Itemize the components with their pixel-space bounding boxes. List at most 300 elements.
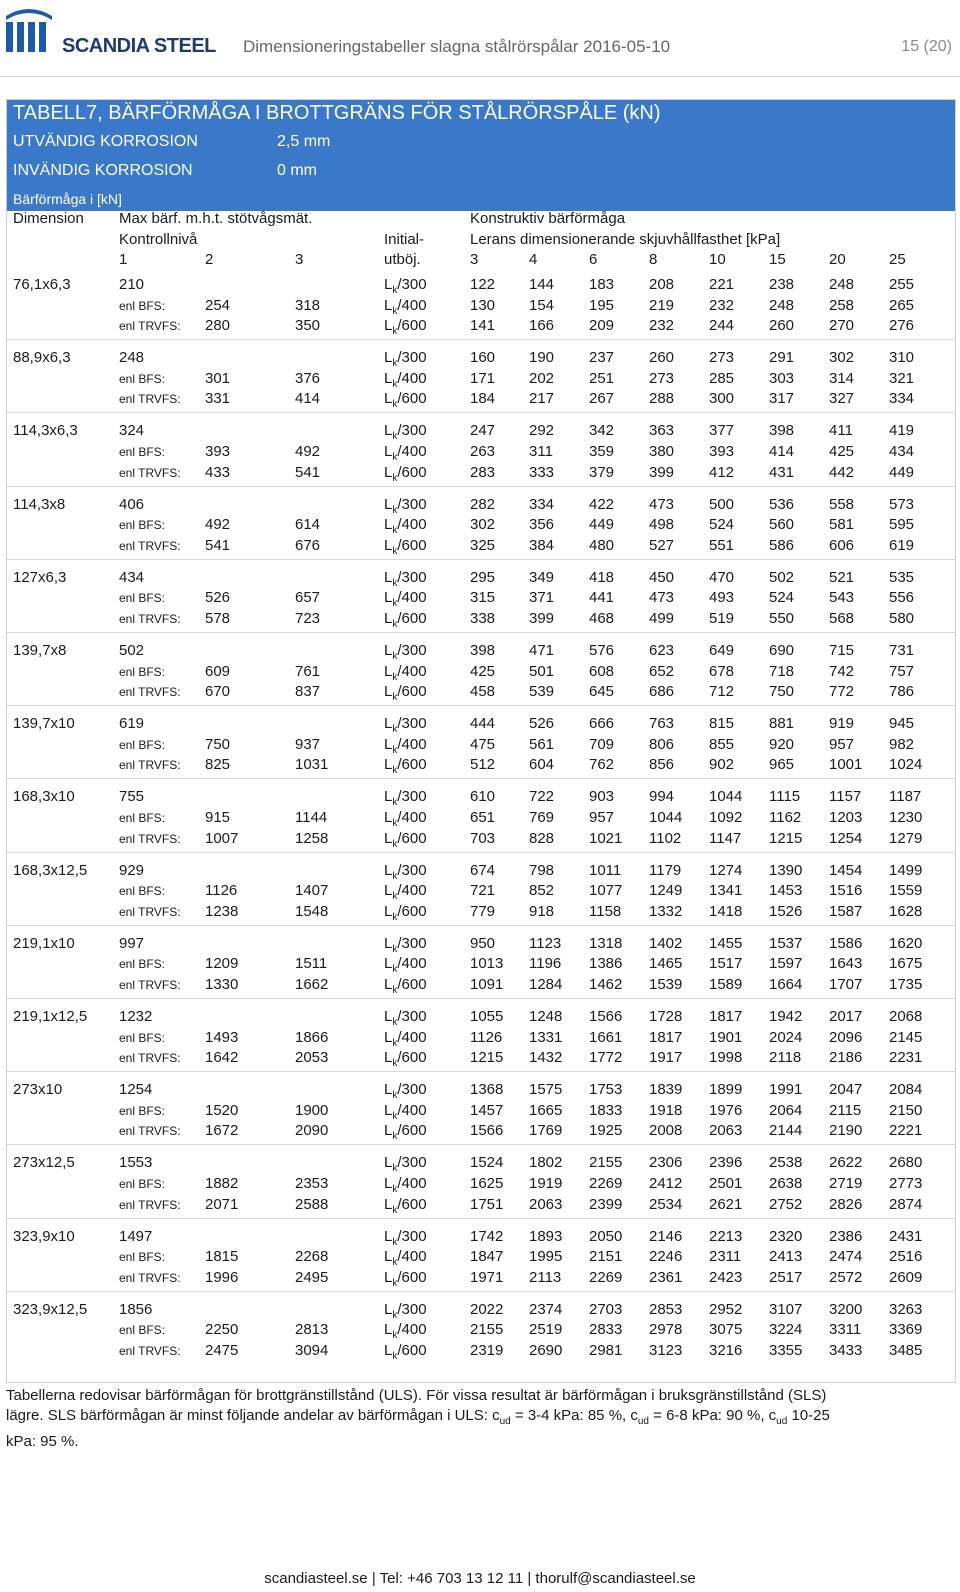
capacity-value-cell: 1115 [769, 788, 801, 805]
row-separator [7, 925, 955, 926]
capacity-value-cell: 377 [709, 422, 735, 439]
capacity-value-cell: 2413 [769, 1248, 803, 1265]
capacity-value-cell: 1643 [829, 955, 863, 972]
capacity-value-cell: 2703 [589, 1301, 623, 1318]
initial-deflection-cell: $L_k/600$ [384, 1196, 427, 1216]
capacity-value-cell: 652 [649, 663, 675, 680]
level2-cell: 254 [205, 297, 231, 314]
initial-deflection-cell: $L_k/300$ [384, 1301, 427, 1321]
capacity-value-cell: 568 [829, 610, 855, 627]
capacity-value-cell: 1179 [649, 862, 682, 879]
capacity-value-cell: 604 [529, 756, 555, 773]
row-separator [7, 778, 955, 779]
level3-cell: 492 [295, 443, 321, 460]
capacity-value-cell: 1001 [829, 756, 863, 773]
capacity-value-cell: 519 [709, 610, 735, 627]
capacity-value-cell: 154 [529, 297, 555, 314]
row-separator [7, 1291, 955, 1292]
level1-cell: 1553 [119, 1154, 153, 1171]
capacity-value-cell: 651 [470, 809, 496, 826]
capacity-value-cell: 1728 [649, 1008, 683, 1025]
document-title: Dimensioneringstabeller slagna stålrörspålar 2016-05-10 [243, 37, 671, 56]
dimension-cell: 323,9x10 [13, 1228, 75, 1245]
dimension-cell: 139,7x10 [13, 715, 75, 732]
level1-cell: 434 [119, 569, 145, 586]
capacity-value-cell: 1517 [709, 955, 743, 972]
page-number: 15 (20) [901, 38, 952, 55]
capacity-value-cell: 945 [889, 715, 915, 732]
capacity-value-cell: 742 [829, 663, 855, 680]
capacity-value-cell: 786 [889, 683, 915, 700]
level3-cell: 2268 [295, 1248, 329, 1265]
capacity-value-cell: 558 [829, 496, 855, 513]
initial-deflection-cell: $L_k/600$ [384, 1122, 427, 1142]
capacity-value-cell: 2311 [709, 1248, 742, 1265]
capacity-value-cell: 311 [529, 443, 553, 460]
row-separator [7, 339, 955, 340]
capacity-value-cell: 1044 [709, 788, 743, 805]
capacity-value-cell: 1772 [589, 1049, 623, 1066]
capacity-value-cell: 1126 [470, 1029, 503, 1046]
capacity-value-cell: 1566 [589, 1008, 623, 1025]
dimension-cell: 273x10 [13, 1081, 63, 1098]
level2-cell: 915 [205, 809, 231, 826]
level2-cell: 609 [205, 663, 231, 680]
bfs-label: enl BFS: [119, 738, 166, 752]
capacity-value-cell: 772 [829, 683, 855, 700]
capacity-value-cell: 2306 [649, 1154, 683, 1171]
trvfs-label: enl TRVFS: [119, 832, 181, 846]
capacity-value-cell: 595 [889, 516, 915, 533]
capacity-value-cell: 703 [470, 830, 496, 847]
capacity-value-cell: 1203 [829, 809, 863, 826]
capacity-value-cell: 2063 [529, 1196, 563, 1213]
capacity-value-cell: 1817 [709, 1008, 743, 1025]
capacity-value-cell: 950 [470, 935, 496, 952]
capacity-value-cell: 190 [529, 349, 555, 366]
capacity-value-cell: 342 [589, 422, 615, 439]
capacity-value-cell: 852 [529, 882, 555, 899]
capacity-value-cell: 183 [589, 276, 615, 293]
capacity-value-cell: 1664 [769, 976, 803, 993]
bfs-label: enl BFS: [119, 1323, 166, 1337]
capacity-value-cell: 202 [529, 370, 555, 387]
initial-deflection-cell: $L_k/300$ [384, 569, 427, 589]
capacity-value-cell: 1559 [889, 882, 923, 899]
capacity-value-cell: 2412 [649, 1175, 683, 1192]
level3-cell: 614 [295, 516, 321, 533]
capacity-value-cell: 623 [649, 642, 675, 659]
capacity-value-cell: 524 [769, 589, 795, 606]
capacity-value-cell: 1390 [769, 862, 803, 879]
capacity-value-cell: 2155 [470, 1321, 504, 1338]
notes-sub: ud [776, 1416, 788, 1427]
initial-deflection-cell: $L_k/400$ [384, 882, 427, 902]
row-separator [7, 412, 955, 413]
capacity-value-cell: 411 [829, 422, 853, 439]
level3-cell: 541 [295, 464, 321, 481]
level3-cell: 2588 [295, 1196, 329, 1213]
capacity-value-cell: 1102 [649, 830, 682, 847]
capacity-value-cell: 2609 [889, 1269, 923, 1286]
bfs-label: enl BFS: [119, 445, 166, 459]
capacity-value-cell: 471 [529, 642, 555, 659]
capacity-value-cell: 1575 [529, 1081, 563, 1098]
capacity-value-cell: 499 [649, 610, 675, 627]
col-header-shear-10: 10 [709, 251, 726, 268]
level3-cell: 1511 [295, 955, 328, 972]
capacity-value-cell: 1248 [529, 1008, 563, 1025]
capacity-value-cell: 2017 [829, 1008, 863, 1025]
capacity-value-cell: 265 [889, 297, 915, 314]
capacity-value-cell: 2246 [649, 1248, 683, 1265]
col-header-shear-15: 15 [769, 251, 786, 268]
capacity-value-cell: 1341 [709, 882, 743, 899]
col-header-shear-6: 6 [589, 251, 598, 268]
capacity-value-cell: 303 [769, 370, 795, 387]
capacity-value-cell: 561 [529, 736, 555, 753]
capacity-value-cell: 1817 [649, 1029, 683, 1046]
capacity-value-cell: 551 [709, 537, 735, 554]
capacity-value-cell: 3433 [829, 1342, 863, 1359]
capacity-value-cell: 3075 [709, 1321, 743, 1338]
capacity-value-cell: 288 [649, 390, 675, 407]
initial-deflection-cell: $L_k/300$ [384, 349, 427, 369]
capacity-value-cell: 1628 [889, 903, 923, 920]
col-header-initial-2: utböj. [384, 251, 421, 268]
capacity-value-cell: 1665 [529, 1102, 563, 1119]
level2-cell: 825 [205, 756, 231, 773]
capacity-value-cell: 258 [829, 297, 855, 314]
capacity-value-cell: 1971 [470, 1269, 504, 1286]
trvfs-label: enl TRVFS: [119, 1271, 181, 1285]
trvfs-label: enl TRVFS: [119, 466, 181, 480]
notes-line-2c: = 6-8 kPa: 90 %, c [649, 1407, 777, 1424]
capacity-value-cell: 260 [649, 349, 675, 366]
level3-cell: 2090 [295, 1122, 329, 1139]
row-separator [7, 1071, 955, 1072]
initial-deflection-cell: $L_k/600$ [384, 1342, 427, 1362]
capacity-value-cell: 359 [589, 443, 615, 460]
capacity-value-cell: 393 [709, 443, 735, 460]
initial-deflection-cell: $L_k/300$ [384, 642, 427, 662]
initial-deflection-cell: $L_k/400$ [384, 809, 427, 829]
capacity-value-cell: 731 [889, 642, 915, 659]
level3-cell: 2053 [295, 1049, 329, 1066]
col-header-level-3: 3 [295, 251, 304, 268]
capacity-value-cell: 418 [589, 569, 615, 586]
capacity-value-cell: 1917 [649, 1049, 683, 1066]
capacity-value-cell: 217 [529, 390, 555, 407]
bfs-label: enl BFS: [119, 518, 166, 532]
row-separator [7, 705, 955, 706]
capacity-value-cell: 1386 [589, 955, 623, 972]
capacity-value-cell: 512 [470, 756, 496, 773]
dimension-cell: 168,3x10 [13, 788, 75, 805]
capacity-value-cell: 2146 [649, 1228, 683, 1245]
level1-cell: 210 [119, 276, 145, 293]
col-header-level-2: 2 [205, 251, 214, 268]
capacity-value-cell: 1465 [649, 955, 683, 972]
initial-deflection-cell: $L_k/300$ [384, 935, 427, 955]
capacity-value-cell: 1332 [649, 903, 683, 920]
level1-cell: 1856 [119, 1301, 153, 1318]
table-notes [6, 1386, 946, 1452]
capacity-value-cell: 2396 [709, 1154, 743, 1171]
capacity-value-cell: 2978 [649, 1321, 683, 1338]
level1-cell: 248 [119, 349, 145, 366]
level3-cell: 1662 [295, 976, 329, 993]
header-divider [0, 76, 960, 77]
level3-cell: 350 [295, 317, 321, 334]
trvfs-label: enl TRVFS: [119, 1344, 181, 1358]
capacity-value-cell: 881 [769, 715, 795, 732]
table-banner [7, 100, 955, 211]
capacity-value-cell: 2269 [589, 1269, 623, 1286]
capacity-value-cell: 1457 [470, 1102, 504, 1119]
capacity-value-cell: 363 [649, 422, 675, 439]
capacity-value-cell: 1526 [769, 903, 803, 920]
initial-deflection-cell: $L_k/600$ [384, 683, 427, 703]
capacity-value-cell: 2361 [649, 1269, 683, 1286]
capacity-value-cell: 333 [529, 464, 555, 481]
initial-deflection-cell: $L_k/400$ [384, 1321, 427, 1341]
capacity-value-cell: 2516 [889, 1248, 923, 1265]
capacity-value-cell: 2063 [709, 1122, 743, 1139]
capacity-value-cell: 2952 [709, 1301, 743, 1318]
capacity-value-cell: 715 [829, 642, 855, 659]
col-header-shear-25: 25 [889, 251, 906, 268]
level2-cell: 1996 [205, 1269, 239, 1286]
capacity-value-cell: 573 [889, 496, 915, 513]
capacity-value-cell: 2386 [829, 1228, 863, 1245]
capacity-value-cell: 757 [889, 663, 915, 680]
capacity-value-cell: 2231 [889, 1049, 923, 1066]
capacity-value-cell: 798 [529, 862, 555, 879]
level2-cell: 1815 [205, 1248, 239, 1265]
initial-deflection-cell: $L_k/600$ [384, 830, 427, 850]
level2-cell: 433 [205, 464, 231, 481]
level3-cell: 2813 [295, 1321, 329, 1338]
row-separator [7, 486, 955, 487]
trvfs-label: enl TRVFS: [119, 905, 181, 919]
capacity-value-cell: 300 [709, 390, 735, 407]
capacity-value-cell: 232 [709, 297, 735, 314]
initial-deflection-cell: $L_k/600$ [384, 756, 427, 776]
initial-deflection-cell: $L_k/400$ [384, 443, 427, 463]
capacity-value-cell: 3224 [769, 1321, 803, 1338]
capacity-value-cell: 2145 [889, 1029, 923, 1046]
level1-cell: 406 [119, 496, 145, 513]
initial-deflection-cell: $L_k/600$ [384, 537, 427, 557]
capacity-value-cell: 1597 [769, 955, 803, 972]
trvfs-label: enl TRVFS: [119, 1198, 181, 1212]
capacity-value-cell: 535 [889, 569, 915, 586]
page-footer: scandiasteel.se | Tel: +46 703 13 12 11 | thorulf@scandiasteel.se [264, 1570, 696, 1587]
capacity-value-cell: 221 [709, 276, 735, 293]
bfs-label: enl BFS: [119, 811, 166, 825]
capacity-value-cell: 314 [829, 370, 855, 387]
capacity-value-cell: 779 [470, 903, 496, 920]
capacity-value-cell: 399 [529, 610, 555, 627]
capacity-value-cell: 1925 [589, 1122, 623, 1139]
capacity-value-cell: 1432 [529, 1049, 563, 1066]
level3-cell: 3094 [295, 1342, 329, 1359]
level3-cell: 1548 [295, 903, 329, 920]
capacity-value-cell: 1402 [649, 935, 683, 952]
capacity-value-cell: 1092 [709, 809, 743, 826]
capacity-value-cell: 2113 [529, 1269, 562, 1286]
capacity-value-cell: 2538 [769, 1154, 803, 1171]
level2-cell: 1672 [205, 1122, 239, 1139]
initial-deflection-cell: $L_k/400$ [384, 1102, 427, 1122]
trvfs-label: enl TRVFS: [119, 685, 181, 699]
capacity-value-cell: 1991 [769, 1081, 803, 1098]
capacity-value-cell: 1318 [589, 935, 623, 952]
capacity-value-cell: 251 [589, 370, 615, 387]
capacity-value-cell: 1013 [470, 955, 504, 972]
bfs-label: enl BFS: [119, 884, 166, 898]
capacity-value-cell: 480 [589, 537, 615, 554]
level3-cell: 1866 [295, 1029, 329, 1046]
level3-cell: 376 [295, 370, 321, 387]
col-header-kontroll: Kontrollnivå [119, 231, 198, 248]
capacity-value-cell: 473 [649, 496, 675, 513]
capacity-value-cell: 586 [769, 537, 795, 554]
initial-deflection-cell: $L_k/400$ [384, 370, 427, 390]
capacity-value-cell: 398 [470, 642, 496, 659]
capacity-value-cell: 2501 [709, 1175, 743, 1192]
col-header-shear-20: 20 [829, 251, 846, 268]
capacity-value-cell: 1537 [769, 935, 803, 952]
capacity-value-cell: 2399 [589, 1196, 623, 1213]
capacity-value-cell: 2144 [769, 1122, 803, 1139]
capacity-value-cell: 1077 [589, 882, 623, 899]
capacity-value-cell: 762 [589, 756, 615, 773]
initial-deflection-cell: $L_k/400$ [384, 955, 427, 975]
capacity-value-cell: 1893 [529, 1228, 563, 1245]
initial-deflection-cell: $L_k/400$ [384, 297, 427, 317]
capacity-value-cell: 521 [829, 569, 855, 586]
capacity-value-cell: 315 [470, 589, 496, 606]
capacity-value-cell: 2534 [649, 1196, 683, 1213]
dimension-cell: 76,1x6,3 [13, 276, 71, 293]
capacity-value-cell: 2319 [470, 1342, 504, 1359]
capacity-table [6, 99, 956, 1383]
initial-deflection-cell: $L_k/600$ [384, 1049, 427, 1069]
initial-deflection-cell: $L_k/300$ [384, 1228, 427, 1248]
col-header-initial-1: Initial- [384, 231, 425, 248]
capacity-value-cell: 576 [589, 642, 615, 659]
trvfs-label: enl TRVFS: [119, 978, 181, 992]
capacity-value-cell: 3216 [709, 1342, 743, 1359]
level2-cell: 301 [205, 370, 231, 387]
notes-line-1: Tabellerna redovisar bärförmågan för brottgränstillstånd (ULS). För vissa resultat är bärförmågan i bruksgränstillstånd (SLS) [6, 1387, 827, 1404]
level2-cell: 526 [205, 589, 231, 606]
capacity-value-cell: 920 [769, 736, 795, 753]
dimension-cell: 219,1x12,5 [13, 1008, 88, 1025]
capacity-value-cell: 1230 [889, 809, 923, 826]
initial-deflection-cell: $L_k/300$ [384, 1081, 427, 1101]
capacity-value-cell: 295 [470, 569, 496, 586]
capacity-value-cell: 292 [529, 422, 555, 439]
initial-deflection-cell: $L_k/400$ [384, 589, 427, 609]
capacity-value-cell: 2024 [769, 1029, 803, 1046]
capacity-value-cell: 1769 [529, 1122, 563, 1139]
capacity-value-cell: 399 [649, 464, 675, 481]
capacity-value-cell: 2221 [889, 1122, 923, 1139]
capacity-value-cell: 419 [889, 422, 915, 439]
capacity-value-cell: 2752 [769, 1196, 803, 1213]
capacity-value-cell: 828 [529, 830, 555, 847]
capacity-value-cell: 441 [589, 589, 615, 606]
capacity-value-cell: 718 [769, 663, 795, 680]
level3-cell: 2495 [295, 1269, 329, 1286]
capacity-value-cell: 260 [769, 317, 795, 334]
capacity-value-cell: 750 [769, 683, 795, 700]
notes-sub: ud [499, 1416, 511, 1427]
capacity-value-cell: 556 [889, 589, 915, 606]
capacity-value-cell: 237 [589, 349, 615, 366]
level1-cell: 755 [119, 788, 145, 805]
level2-cell: 331 [205, 390, 231, 407]
col-header-konstruktiv: Konstruktiv bärförmåga [470, 210, 626, 227]
initial-deflection-cell: $L_k/600$ [384, 1269, 427, 1289]
capacity-value-cell: 526 [529, 715, 555, 732]
capacity-value-cell: 965 [769, 756, 795, 773]
capacity-value-cell: 2874 [889, 1196, 923, 1213]
capacity-value-cell: 248 [769, 297, 795, 314]
level3-cell: 937 [295, 736, 321, 753]
capacity-value-cell: 1021 [589, 830, 623, 847]
capacity-value-cell: 130 [470, 297, 496, 314]
notes-line-2: lägre. SLS bärförmågan är minst följande andelar av bärförmågan i ULS: c [6, 1407, 500, 1424]
initial-deflection-cell: $L_k/600$ [384, 903, 427, 923]
capacity-value-cell: 1524 [470, 1154, 504, 1171]
capacity-value-cell: 1254 [829, 830, 863, 847]
capacity-value-cell: 2981 [589, 1342, 623, 1359]
col-header-level-1: 1 [119, 251, 128, 268]
capacity-value-cell: 2833 [589, 1321, 623, 1338]
capacity-value-cell: 493 [709, 589, 735, 606]
initial-deflection-cell: $L_k/600$ [384, 610, 427, 630]
capacity-value-cell: 2719 [829, 1175, 863, 1192]
bfs-label: enl BFS: [119, 665, 166, 679]
capacity-value-cell: 3485 [889, 1342, 923, 1359]
table-title: TABELL7, BÄRFÖRMÅGA I BROTTGRÄNS FÖR STÅLRÖRSPÅLE (kN) [13, 102, 661, 124]
capacity-value-cell: 500 [709, 496, 735, 513]
capacity-value-cell: 425 [829, 443, 855, 460]
dimension-cell: 168,3x12,5 [13, 862, 88, 879]
capacity-value-cell: 2374 [529, 1301, 563, 1318]
bfs-label: enl BFS: [119, 1031, 166, 1045]
capacity-value-cell: 1976 [709, 1102, 743, 1119]
capacity-value-cell: 722 [529, 788, 555, 805]
capacity-value-cell: 468 [589, 610, 615, 627]
dimension-cell: 273x12,5 [13, 1154, 75, 1171]
capacity-value-cell: 2050 [589, 1228, 623, 1245]
capacity-value-cell: 431 [769, 464, 795, 481]
capacity-value-cell: 580 [889, 610, 915, 627]
capacity-value-cell: 1011 [589, 862, 622, 879]
level2-cell: 280 [205, 317, 231, 334]
capacity-value-cell: 302 [829, 349, 855, 366]
level1-cell: 324 [119, 422, 145, 439]
capacity-value-cell: 2064 [769, 1102, 803, 1119]
capacity-value-cell: 1620 [889, 935, 923, 952]
capacity-value-cell: 1187 [889, 788, 922, 805]
capacity-value-cell: 1196 [529, 955, 562, 972]
